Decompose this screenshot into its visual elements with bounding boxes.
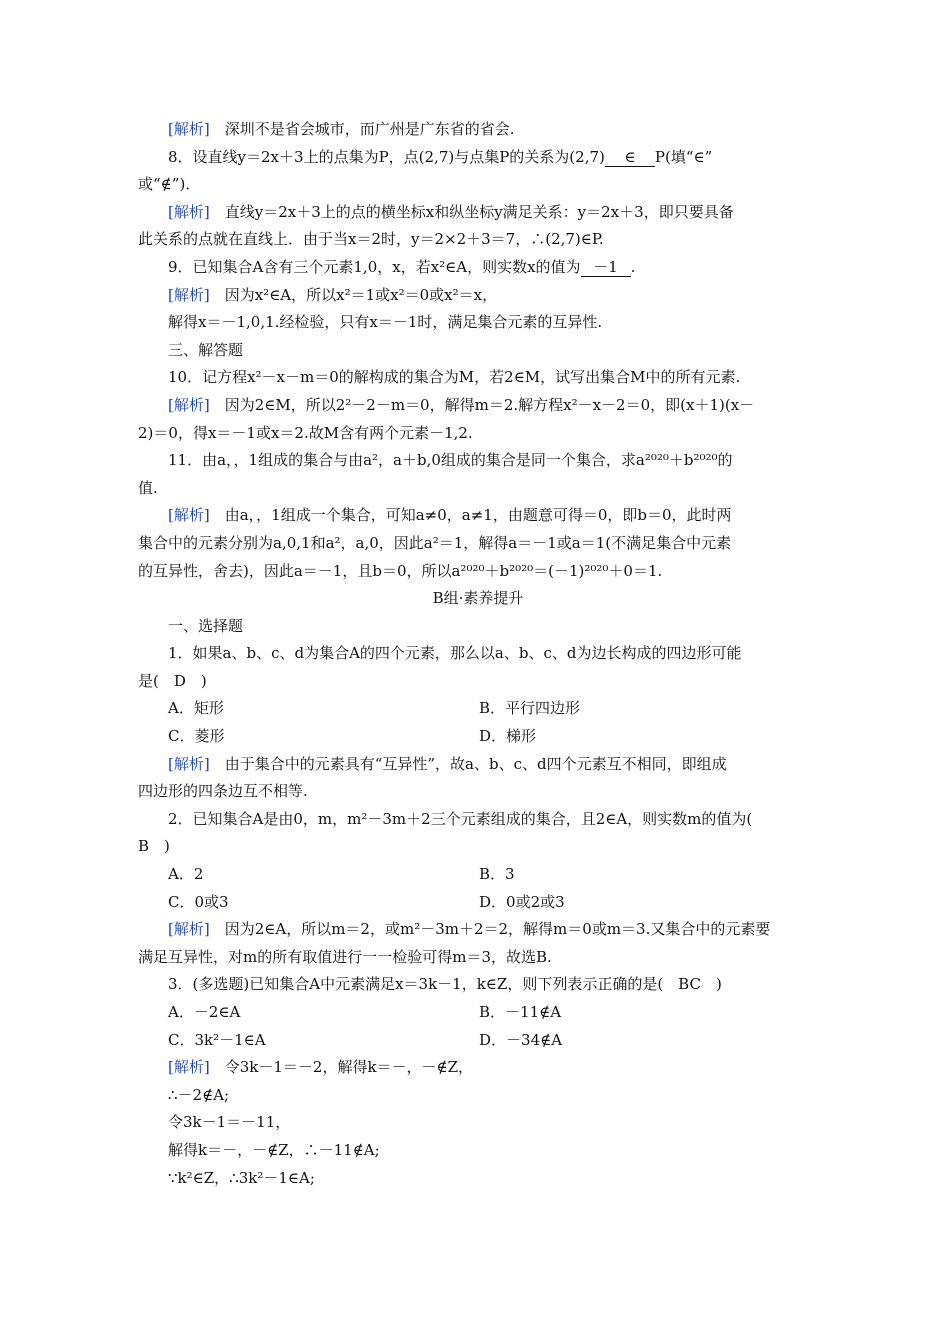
- text-line: [138, 171, 818, 199]
- line-text: 或“∉”)．: [138, 175, 201, 194]
- line-text: 因为2∈M，所以2²－2－m＝0，解得m＝2.解方程x²－x－2＝0，即(x＋1)(x－: [209, 395, 755, 414]
- text-line: [138, 1109, 818, 1137]
- text-line: [138, 475, 818, 503]
- line-text: 10．记方程x²－x－m＝0的解构成的集合为M，若2∈M，试写出集合M中的所有元素.: [168, 368, 741, 387]
- text-line: [138, 502, 818, 530]
- line-text: 9．已知集合A含有三个元素1,0，x，若x²∈A，则实数x的值为: [168, 257, 581, 276]
- line-text: 深圳不是省会城市，而广州是广东省的省会.: [209, 120, 515, 138]
- option-row: [138, 999, 818, 1027]
- text-line: [138, 558, 818, 586]
- text-line: [138, 944, 818, 972]
- line-text: 三、解答题: [168, 340, 244, 359]
- analysis-tag: [解析]: [168, 202, 210, 221]
- line-text: 解得x＝－1,0,1.经检验，只有x＝－1时，满足集合元素的互异性.: [168, 313, 603, 332]
- text-line: [138, 420, 818, 448]
- option: C．3k²－1∈A: [168, 1030, 266, 1049]
- line-text: 因为2∈A，所以m＝2，或m²－3m＋2＝2，解得m＝0或m＝3.又集合中的元素要: [209, 920, 771, 939]
- line-text: 直线y＝2x＋3上的点的横坐标x和纵坐标y满足关系：y＝2x＋3，即只要具备: [209, 202, 734, 221]
- text-line: [138, 833, 818, 861]
- text-line: [138, 116, 818, 144]
- line-text: 解得k＝－，－∉Z，∴－11∉A;: [168, 1140, 380, 1159]
- option-row: [138, 861, 818, 889]
- text-line: [138, 971, 818, 999]
- text-line: [138, 226, 818, 254]
- line-text: 是( D ): [138, 671, 207, 690]
- text-line: [138, 640, 818, 668]
- line-text: 由于集合中的元素具有“互异性”，故a、b、c、d四个元素互不相同，即组成: [209, 754, 727, 773]
- line-text: 四边形的四条边互不相等.: [138, 782, 308, 801]
- analysis-tag: [解析]: [168, 1058, 210, 1077]
- analysis-tag: [解析]: [168, 395, 210, 414]
- answer-blank: ∈: [605, 148, 655, 167]
- line-text-after: .: [630, 257, 636, 276]
- analysis-tag: [解析]: [168, 920, 210, 939]
- line-text: 令3k－1＝－11，: [168, 1113, 291, 1132]
- line-text: 的互异性，舍去)，因此a＝－1，且b＝0，所以a²⁰²⁰＋b²⁰²⁰＝(－1)²⁰²⁰＋0＝1.: [138, 561, 663, 580]
- option: B．3: [479, 865, 515, 884]
- text-line: [138, 447, 818, 475]
- text-line: [138, 530, 818, 558]
- option: C．0或3: [168, 892, 229, 911]
- option: A．－2∈A: [168, 1003, 241, 1021]
- line-text: 令3k－1＝－2，解得k＝－，－∉Z，: [209, 1058, 474, 1077]
- line-text: 一、选择题: [168, 616, 244, 635]
- analysis-tag: [解析]: [168, 754, 210, 773]
- option: B．－11∉A: [479, 1003, 562, 1021]
- line-text: 此关系的点就在直线上．由于当x＝2时，y＝2×2＋3＝7，∴(2,7)∈P.: [138, 230, 604, 249]
- document-content: [138, 116, 818, 1192]
- line-text: 3．(多选题)已知集合A中元素满足x＝3k－1，k∈Z，则下列表示正确的是( BC ): [168, 975, 722, 994]
- option: D．－34∉A: [479, 1030, 563, 1049]
- option: A．2: [168, 865, 204, 884]
- line-text: ∴－2∉A;: [168, 1085, 230, 1104]
- answer-blank: －1: [581, 258, 631, 277]
- line-text: ∵k²∈Z，∴3k²－1∈A;: [168, 1168, 315, 1187]
- option: D．梯形: [479, 727, 537, 746]
- analysis-tag: [解析]: [168, 285, 210, 304]
- text-line: [138, 778, 818, 806]
- line-text: 集合中的元素分别为a,0,1和a²，a,0，因此a²＝1，解得a＝－1或a＝1(不满足集合中元素: [138, 533, 732, 552]
- text-line: [138, 1054, 818, 1082]
- text-line: [138, 309, 818, 337]
- line-text: 2)＝0，得x＝－1或x＝2.故M含有两个元素－1,2.: [138, 423, 473, 442]
- text-line: [138, 392, 818, 420]
- line-text: 2．已知集合A是由0，m，m²－3m＋2三个元素组成的集合，且2∈A，则实数m的值为(: [168, 809, 753, 828]
- option-row: [138, 1027, 818, 1055]
- line-text: 11．由a，，1组成的集合与由a²，a＋b,0组成的集合是同一个集合，求a²⁰²⁰＋b²⁰²⁰的: [168, 451, 733, 470]
- option-row: [138, 889, 818, 917]
- line-text: 8．设直线y＝2x＋3上的点集为P，点(2,7)与点集P的关系为(2,7): [168, 147, 605, 166]
- line-text-after: P(填“∈”: [654, 147, 713, 166]
- text-line: [138, 364, 818, 392]
- text-line: [138, 613, 818, 641]
- option: D．0或2或3: [479, 892, 565, 911]
- text-line: [138, 144, 818, 172]
- text-line: [138, 751, 818, 779]
- option: A．矩形: [168, 699, 224, 718]
- option-row: [138, 723, 818, 751]
- analysis-tag: [解析]: [168, 506, 210, 525]
- option-row: [138, 695, 818, 723]
- section-heading: [138, 585, 818, 613]
- line-text: B ): [138, 837, 170, 856]
- text-line: [138, 668, 818, 696]
- text-line: [138, 1137, 818, 1165]
- text-line: [138, 1082, 818, 1110]
- analysis-tag: [解析]: [168, 120, 210, 138]
- option: C．菱形: [168, 727, 225, 746]
- text-line: [138, 282, 818, 310]
- text-line: [138, 199, 818, 227]
- line-text: B组·素养提升: [432, 589, 524, 608]
- line-text: 因为x²∈A，所以x²＝1或x²＝0或x²＝x，: [209, 285, 498, 304]
- text-line: [138, 806, 818, 834]
- text-line: [138, 254, 818, 282]
- line-text: 满足互异性，对m的所有取值进行一一检验可得m＝3，故选B.: [138, 947, 552, 966]
- option: B．平行四边形: [479, 699, 581, 718]
- text-line: [138, 916, 818, 944]
- line-text: 由a，，1组成一个集合，可知a≠0，a≠1，由题意可得＝0，即b＝0，此时两: [209, 506, 732, 525]
- text-line: [138, 1165, 818, 1193]
- line-text: 1．如果a、b、c、d为集合A的四个元素，那么以a、b、c、d为边长构成的四边形可能: [168, 644, 742, 663]
- line-text: 值.: [138, 478, 158, 497]
- text-line: [138, 337, 818, 365]
